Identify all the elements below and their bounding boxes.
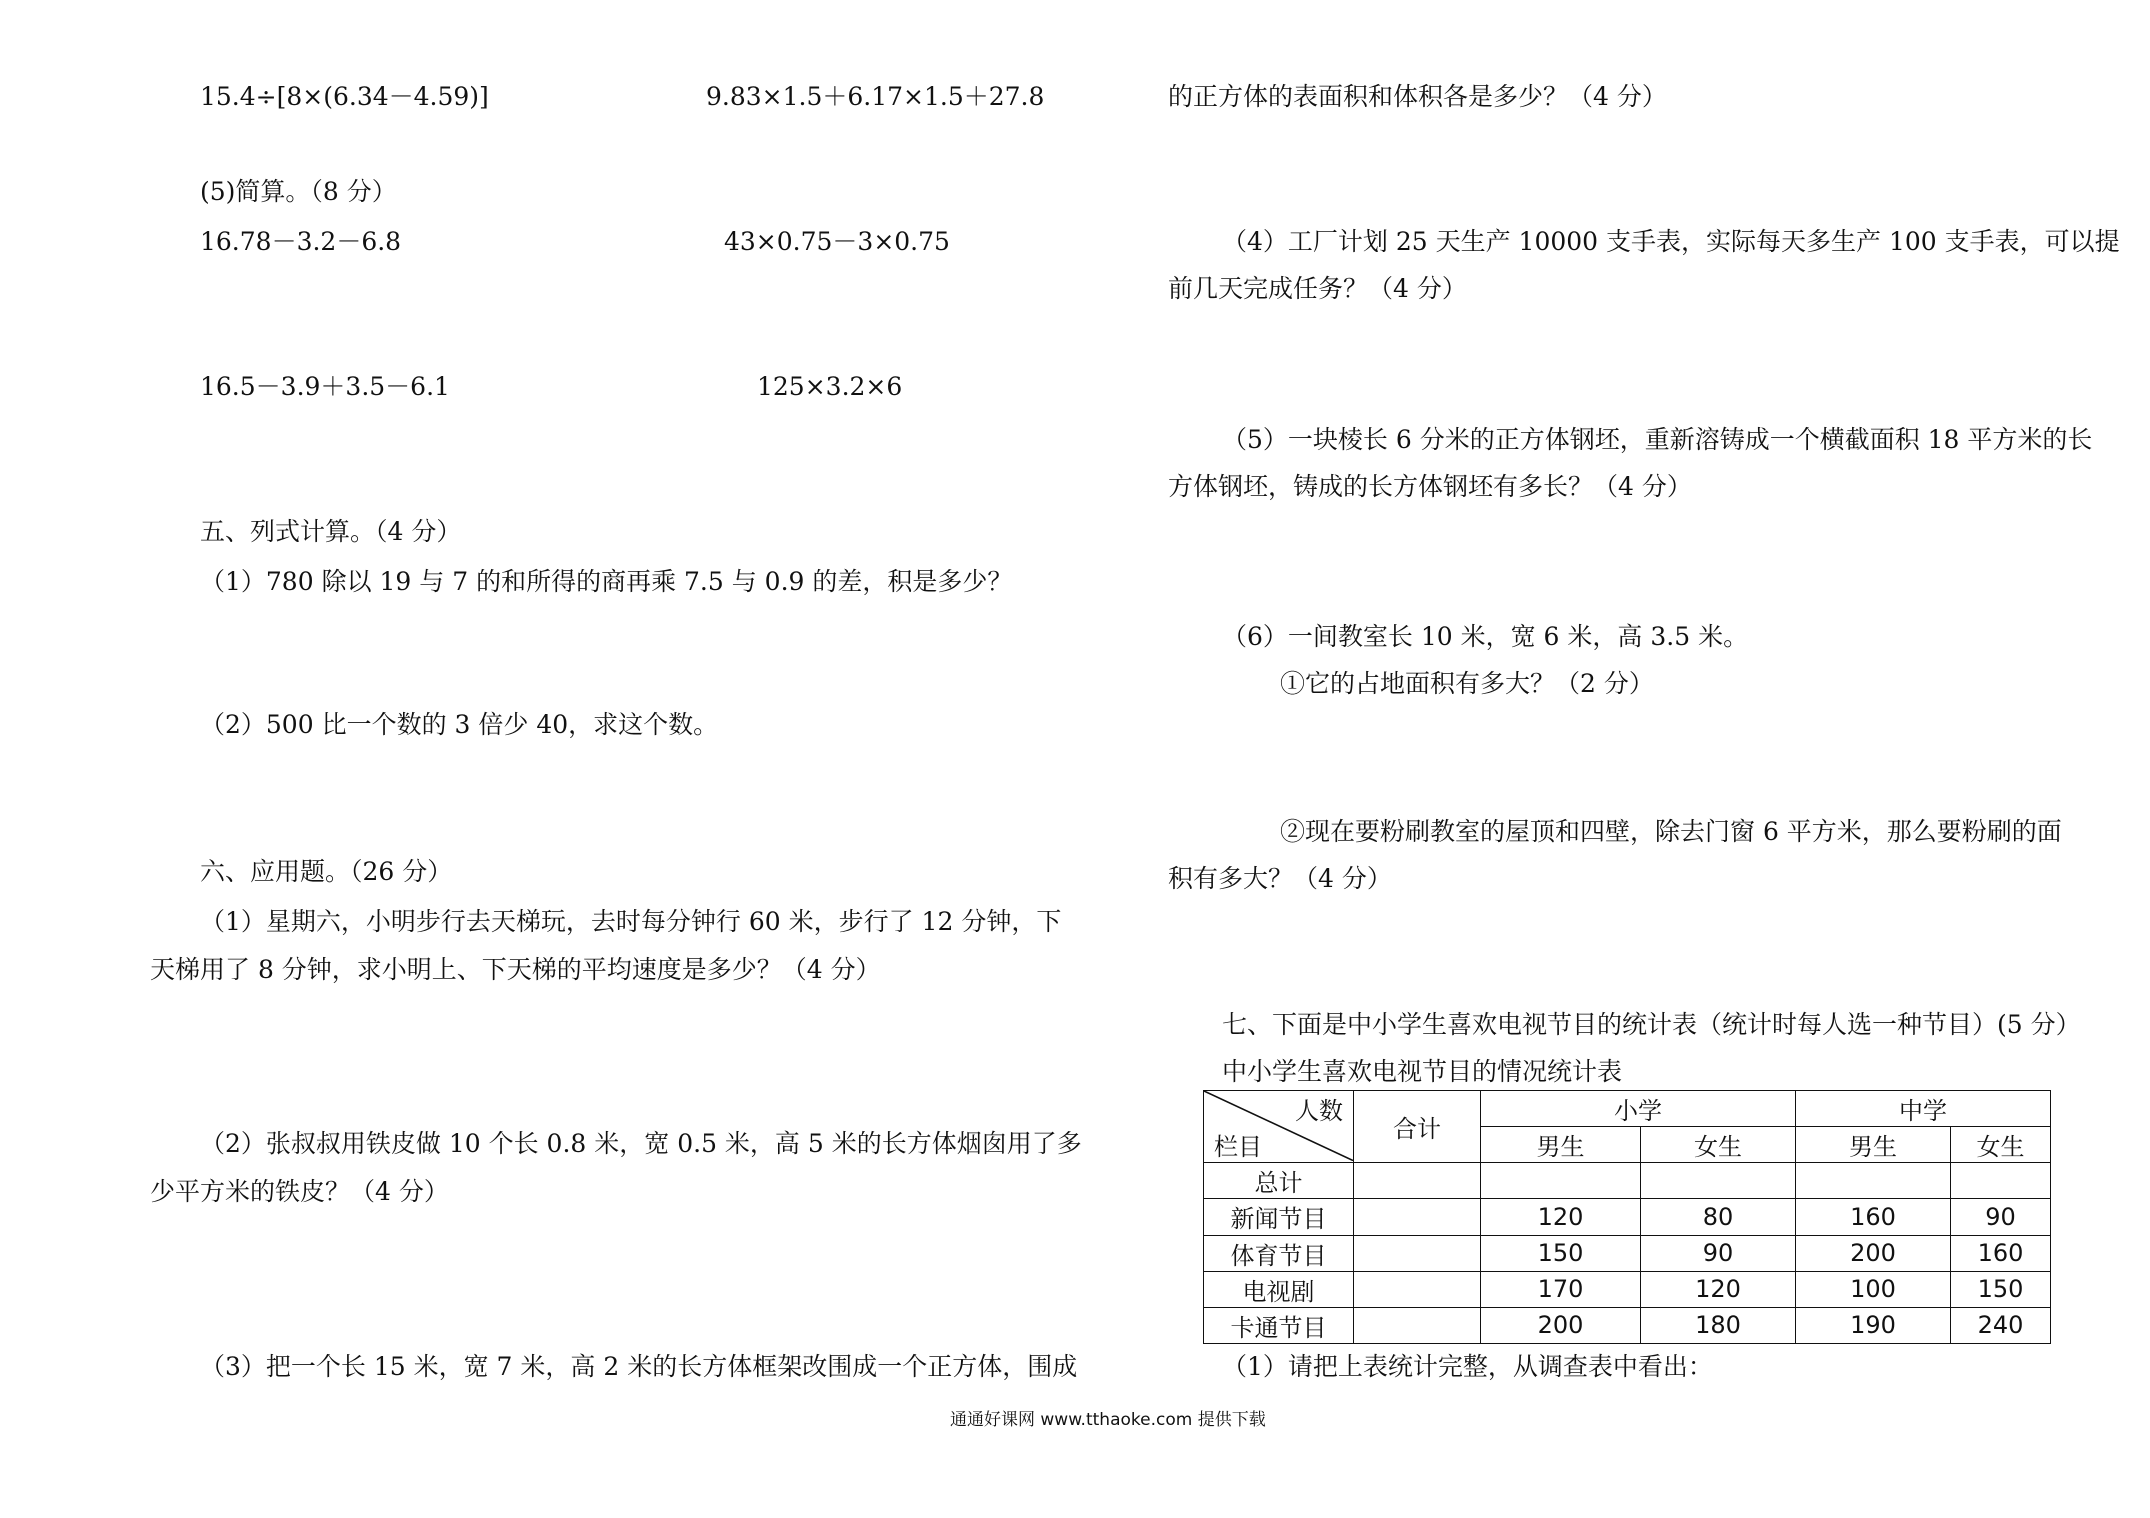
cell-total xyxy=(1354,1235,1481,1271)
row-label: 体育节目 xyxy=(1204,1235,1354,1271)
header-primary-female: 女生 xyxy=(1641,1127,1796,1163)
cell-total xyxy=(1354,1307,1481,1343)
row-label: 新闻节目 xyxy=(1204,1199,1354,1235)
expr-3a: 16.5－3.9＋3.5－6.1 xyxy=(200,372,450,401)
header-middle-female: 女生 xyxy=(1951,1127,2051,1163)
table-title: 中小学生喜欢电视节目的情况统计表 xyxy=(1222,1057,1623,1086)
q5-line1: （5）一块棱长 6 分米的正方体钢坯，重新溶铸成一个横截面积 18 平方米的长 xyxy=(1222,425,2093,454)
table-corner-cell xyxy=(1204,1091,1354,1163)
part-6-q1-line2: 天梯用了 8 分钟，求小明上、下天梯的平均速度是多少？（4 分） xyxy=(150,955,881,984)
part-6-q3-line1: （3）把一个长 15 米，宽 7 米，高 2 米的长方体框架改围成一个正方体，围成 xyxy=(200,1352,1078,1381)
cell: 190 xyxy=(1796,1307,1951,1343)
expr-1b: 9.83×1.5＋6.17×1.5＋27.8 xyxy=(706,82,1045,111)
row-label: 卡通节目 xyxy=(1204,1307,1354,1343)
section-5-title: (5)简算。（8 分） xyxy=(200,177,397,206)
cell: 160 xyxy=(1796,1199,1951,1235)
expr-3b: 125×3.2×6 xyxy=(757,372,903,401)
cell xyxy=(1951,1163,2051,1199)
cell xyxy=(1796,1163,1951,1199)
q6-sub1: ①它的占地面积有多大？（2 分） xyxy=(1280,669,1654,698)
cell-total xyxy=(1354,1199,1481,1235)
cell: 90 xyxy=(1641,1235,1796,1271)
after-table-question: （1）请把上表统计完整，从调查表中看出： xyxy=(1222,1352,1713,1381)
q6-line1: （6）一间教室长 10 米，宽 6 米，高 3.5 米。 xyxy=(1222,622,1749,651)
header-middle: 中学 xyxy=(1796,1091,2051,1127)
part-6-q2-line2: 少平方米的铁皮？（4 分） xyxy=(150,1177,449,1206)
row-label: 总计 xyxy=(1204,1163,1354,1199)
header-primary: 小学 xyxy=(1481,1091,1796,1127)
cell: 160 xyxy=(1951,1235,2051,1271)
cell: 170 xyxy=(1481,1271,1641,1307)
q6-sub2-line1: ②现在要粉刷教室的屋顶和四壁，除去门窗 6 平方米，那么要粉刷的面 xyxy=(1280,817,2062,846)
cell: 120 xyxy=(1641,1271,1796,1307)
table-row xyxy=(1204,1271,2051,1307)
part-6-title: 六、应用题。（26 分） xyxy=(200,857,453,886)
header-primary-male: 男生 xyxy=(1481,1127,1641,1163)
table-row xyxy=(1204,1235,2051,1271)
footer-source: 通通好课网 www.tthaoke.com 提供下载 xyxy=(950,1410,1266,1430)
cell-total xyxy=(1354,1163,1481,1199)
cell: 80 xyxy=(1641,1199,1796,1235)
cell: 120 xyxy=(1481,1199,1641,1235)
q6-sub2-line2: 积有多大？（4 分） xyxy=(1168,864,1392,893)
table-row xyxy=(1204,1199,2051,1235)
cell: 150 xyxy=(1951,1271,2051,1307)
q4-line1: （4）工厂计划 25 天生产 10000 支手表，实际每天多生产 100 支手表，可以提 xyxy=(1222,227,2120,256)
cell xyxy=(1641,1163,1796,1199)
part-5-title: 五、列式计算。（4 分） xyxy=(200,517,462,546)
expr-1a: 15.4÷[8×(6.34－4.59)] xyxy=(200,82,489,111)
expr-2a: 16.78－3.2－6.8 xyxy=(200,227,402,256)
part-7-title: 七、下面是中小学生喜欢电视节目的统计表（统计时每人选一种节目）(5 分） xyxy=(1222,1010,2081,1039)
statistics-table xyxy=(1203,1090,2051,1344)
header-middle-male: 男生 xyxy=(1796,1127,1951,1163)
row-label: 电视剧 xyxy=(1204,1271,1354,1307)
corner-label-category: 栏目 xyxy=(1214,1133,1262,1162)
cell xyxy=(1481,1163,1641,1199)
cell: 200 xyxy=(1796,1235,1951,1271)
cell: 150 xyxy=(1481,1235,1641,1271)
cell: 240 xyxy=(1951,1307,2051,1343)
cell: 180 xyxy=(1641,1307,1796,1343)
cell: 100 xyxy=(1796,1271,1951,1307)
q5-line2: 方体钢坯，铸成的长方体钢坯有多长？（4 分） xyxy=(1168,472,1692,501)
part-6-q2-line1: （2）张叔叔用铁皮做 10 个长 0.8 米，宽 0.5 米，高 5 米的长方体烟囱用了多 xyxy=(200,1129,1082,1158)
header-total: 合计 xyxy=(1354,1091,1481,1163)
expr-2b: 43×0.75－3×0.75 xyxy=(724,227,950,256)
cell: 200 xyxy=(1481,1307,1641,1343)
part-5-q1: （1）780 除以 19 与 7 的和所得的商再乘 7.5 与 0.9 的差，积是多少？ xyxy=(200,567,1013,596)
cell-total xyxy=(1354,1271,1481,1307)
q4-line2: 前几天完成任务？（4 分） xyxy=(1168,274,1467,303)
part-5-q2: （2）500 比一个数的 3 倍少 40，求这个数。 xyxy=(200,710,719,739)
corner-label-count: 人数 xyxy=(1295,1097,1343,1125)
part-6-q1-line1: （1）星期六，小明步行去天梯玩，去时每分钟行 60 米，步行了 12 分钟，下 xyxy=(200,907,1062,936)
table-row xyxy=(1204,1163,2051,1199)
q3-line2: 的正方体的表面积和体积各是多少？（4 分） xyxy=(1168,82,1667,111)
cell: 90 xyxy=(1951,1199,2051,1235)
table-row xyxy=(1204,1307,2051,1343)
